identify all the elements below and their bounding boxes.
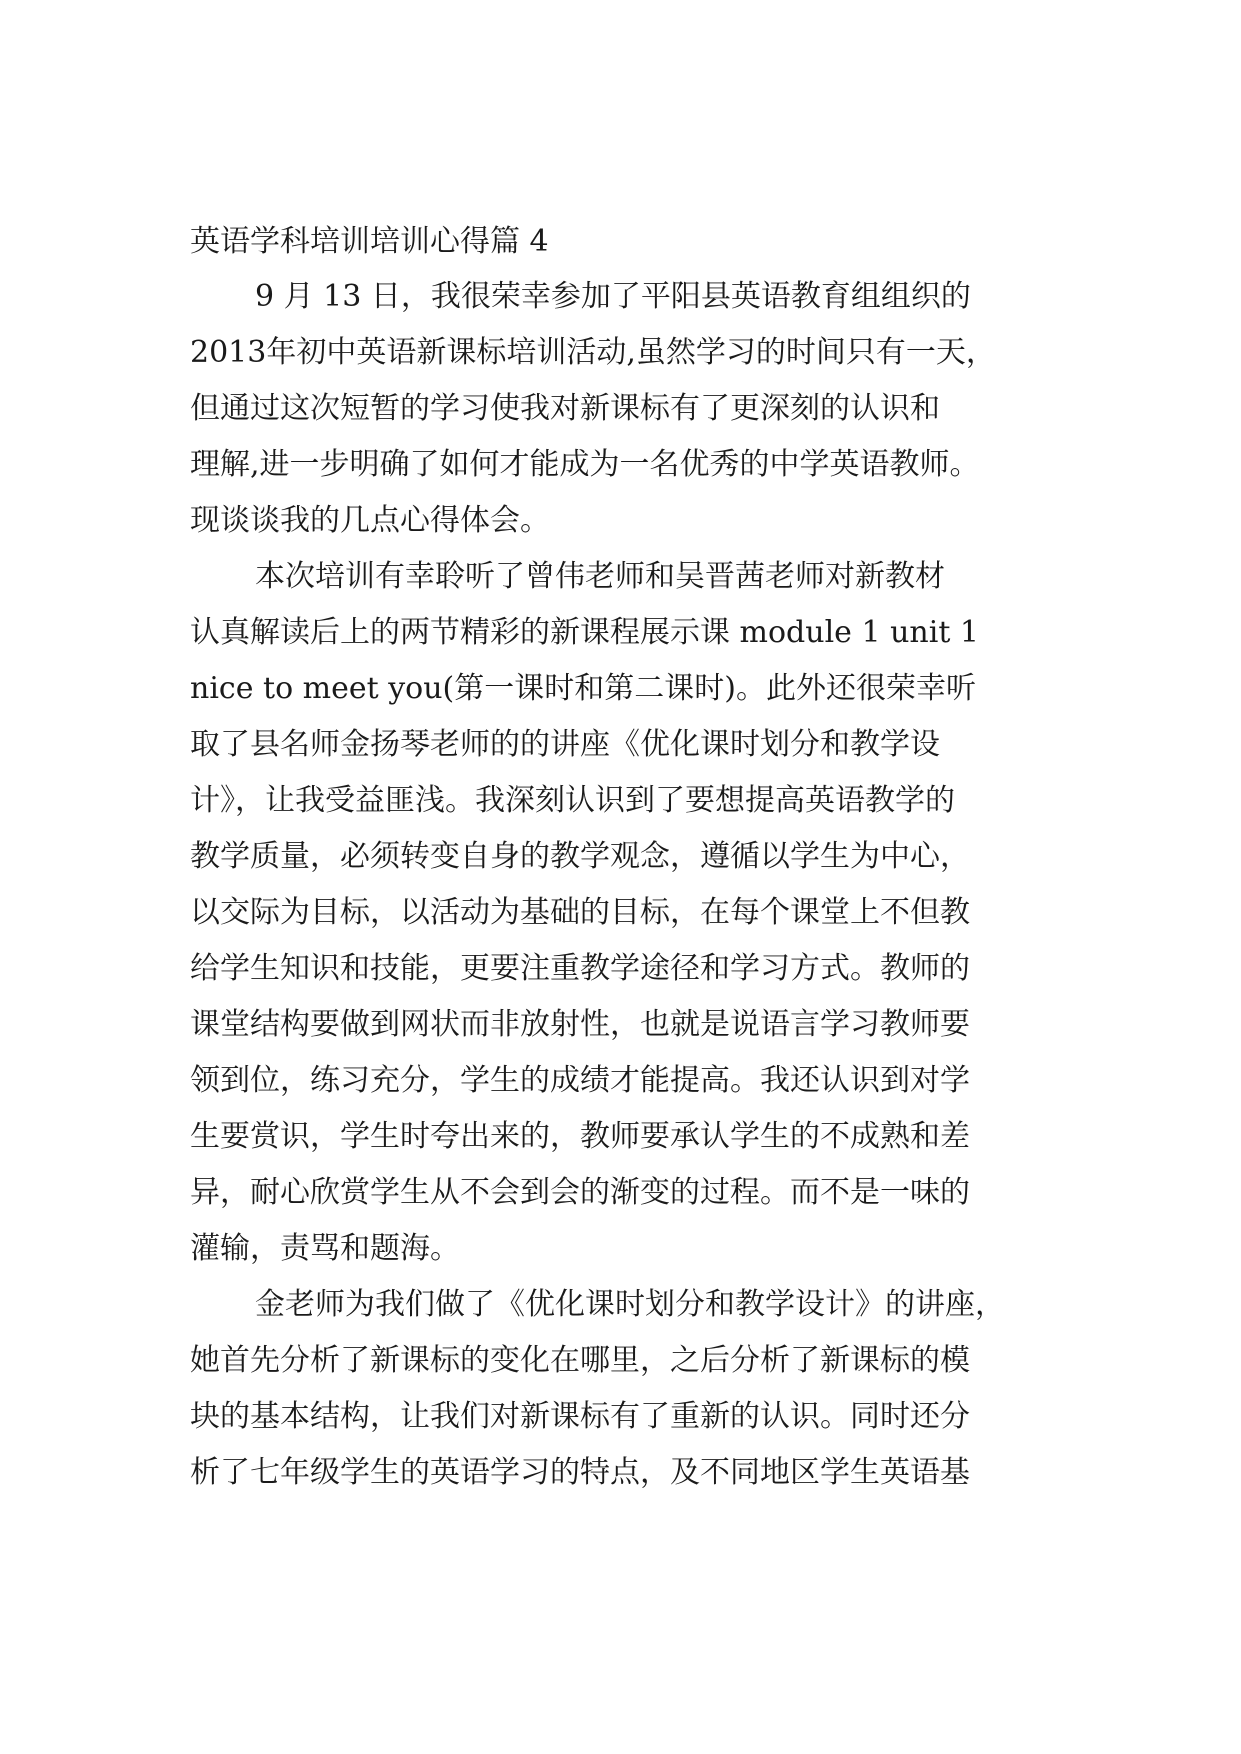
paragraph-2-line: 认真解读后上的两节精彩的新课程展示课 module 1 unit 1 xyxy=(190,615,979,650)
paragraph-2-line: 教学质量，必须转变自身的教学观念，遵循以学生为中心， xyxy=(190,839,970,874)
paragraph-1-line: 理解,进一步明确了如何才能成为一名优秀的中学英语教师。 xyxy=(190,447,980,482)
paragraph-2-line: 异，耐心欣赏学生从不会到会的渐变的过程。而不是一味的 xyxy=(190,1175,970,1210)
paragraph-1-line: 9 月 13 日，我很荣幸参加了平阳县英语教育组组织的 xyxy=(255,279,971,314)
paragraph-2-line: 灌输，责骂和题海。 xyxy=(190,1231,460,1266)
paragraph-1-line: 现谈谈我的几点心得体会。 xyxy=(190,503,550,538)
document-title: 英语学科培训培训心得篇 4 xyxy=(190,224,549,259)
paragraph-2-line: nice to meet you(第一课时和第二课时)。此外还很荣幸听 xyxy=(190,671,976,706)
paragraph-3-line: 块的基本结构，让我们对新课标有了重新的认识。同时还分 xyxy=(190,1399,970,1434)
paragraph-2-line: 领到位，练习充分，学生的成绩才能提高。我还认识到对学 xyxy=(190,1063,970,1098)
paragraph-1-line: 2013年初中英语新课标培训活动,虽然学习的时间只有一天， xyxy=(190,335,996,370)
paragraph-2-line: 本次培训有幸聆听了曾伟老师和吴晋茜老师对新教材 xyxy=(255,559,945,594)
paragraph-1-line: 但通过这次短暂的学习使我对新课标有了更深刻的认识和 xyxy=(190,391,940,426)
paragraph-3-line: 金老师为我们做了《优化课时划分和教学设计》的讲座， xyxy=(255,1287,1005,1322)
paragraph-2-line: 计》，让我受益匪浅。我深刻认识到了要想提高英语教学的 xyxy=(190,783,955,818)
paragraph-3-line: 析了七年级学生的英语学习的特点，及不同地区学生英语基 xyxy=(190,1455,970,1490)
paragraph-2-line: 以交际为目标，以活动为基础的目标，在每个课堂上不但教 xyxy=(190,895,970,930)
paragraph-3-line: 她首先分析了新课标的变化在哪里，之后分析了新课标的模 xyxy=(190,1343,970,1378)
paragraph-2-line: 生要赏识，学生时夸出来的，教师要承认学生的不成熟和差 xyxy=(190,1119,970,1154)
paragraph-2-line: 取了县名师金扬琴老师的的讲座《优化课时划分和教学设 xyxy=(190,727,940,762)
paragraph-2-line: 给学生知识和技能，更要注重教学途径和学习方式。教师的 xyxy=(190,951,970,986)
paragraph-2-line: 课堂结构要做到网状而非放射性，也就是说语言学习教师要 xyxy=(190,1007,970,1042)
